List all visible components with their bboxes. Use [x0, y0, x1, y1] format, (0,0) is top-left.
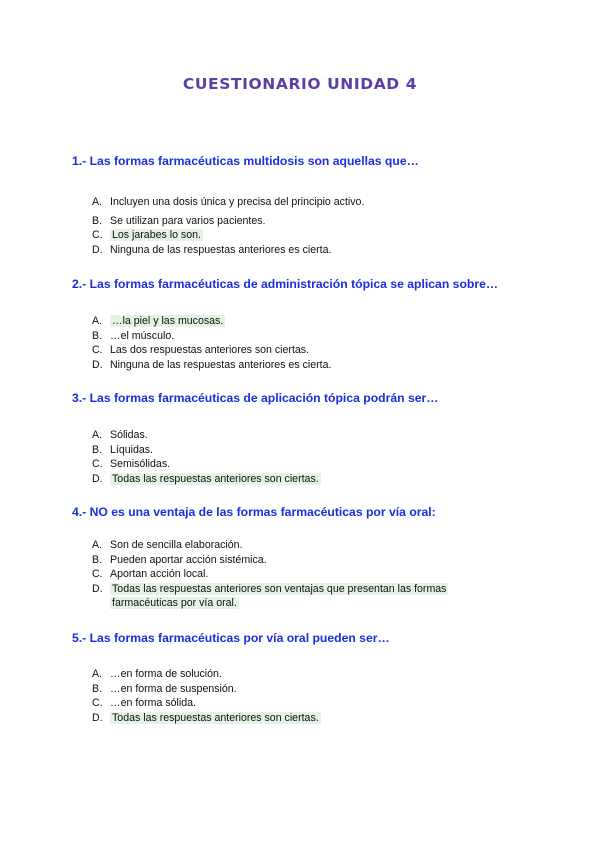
option-text: Ninguna de las respuestas anteriores es cierta.	[110, 358, 332, 371]
option-3b[interactable]: B. Líquidas.	[92, 443, 153, 456]
question-1-options	[92, 195, 364, 257]
option-text: Los jarabes lo son.	[112, 229, 201, 242]
option-text-continued: farmacéuticas por vía oral.	[112, 597, 237, 610]
option-5b[interactable]: B. …en forma de suspensión.	[92, 682, 237, 695]
option-text: …en forma de suspensión.	[110, 682, 237, 695]
option-text: Se utilizan para varios pacientes.	[110, 214, 266, 227]
option-1d[interactable]: D. Ninguna de las respuestas anteriores es cierta.	[92, 243, 332, 256]
option-text: …el músculo.	[110, 329, 175, 342]
question-5-options	[92, 667, 321, 725]
question-3: 3.- Las formas farmacéuticas de aplicación tópica podrán ser…	[72, 391, 439, 405]
option-text: Sólidas.	[110, 429, 148, 441]
option-1c[interactable]: C. Los jarabes lo son.	[92, 229, 201, 242]
option-text: Todas las respuestas anteriores son ciertas.	[112, 472, 319, 485]
option-text: Aportan acción local.	[110, 568, 209, 581]
option-text: …en forma de solución.	[110, 668, 222, 680]
option-5c[interactable]: C. …en forma sólida.	[92, 697, 196, 710]
option-2a[interactable]: A. …la piel y las mucosas.	[92, 315, 224, 327]
option-text: Incluyen una dosis única y precisa del principio activo.	[110, 196, 365, 208]
question-4: 4.- NO es una ventaja de las formas farmacéuticas por vía oral:	[72, 505, 436, 519]
option-text: Todas las respuestas anteriores son ventajas que presentan las formas	[112, 582, 447, 595]
option-5a[interactable]: A. …en forma de solución.	[92, 668, 222, 680]
option-text: Ninguna de las respuestas anteriores es cierta.	[110, 243, 332, 256]
option-text: …la piel y las mucosas.	[112, 315, 224, 327]
option-3d[interactable]: D. Todas las respuestas anteriores son ciertas.	[92, 472, 319, 485]
option-2c[interactable]: C. Las dos respuestas anteriores son ciertas.	[92, 344, 310, 357]
option-4a[interactable]: A. Son de sencilla elaboración.	[92, 539, 243, 551]
option-text: Son de sencilla elaboración.	[110, 539, 243, 551]
option-2b[interactable]: B. …el músculo.	[92, 329, 175, 342]
question-2-options	[92, 314, 331, 372]
question-3-options	[92, 428, 321, 486]
option-3a[interactable]: A. Sólidas.	[92, 429, 148, 441]
option-text: …en forma sólida.	[110, 697, 196, 710]
option-3c[interactable]: C. Semisólidas.	[92, 458, 171, 471]
option-text: Las dos respuestas anteriores son ciertas.	[110, 344, 310, 357]
page-title: CUESTIONARIO UNIDAD 4	[182, 75, 418, 93]
option-2d[interactable]: D. Ninguna de las respuestas anteriores es cierta.	[92, 358, 332, 371]
question-5: 5.- Las formas farmacéuticas por vía oral pueden ser…	[72, 631, 390, 645]
option-1a[interactable]: A. Incluyen una dosis única y precisa del principio activo.	[92, 196, 365, 208]
option-1b[interactable]: B. Se utilizan para varios pacientes.	[92, 214, 266, 227]
option-4b[interactable]: B. Pueden aportar acción sistémica.	[92, 553, 267, 566]
option-5d[interactable]: D. Todas las respuestas anteriores son ciertas.	[92, 711, 319, 724]
option-text: Semisólidas.	[110, 458, 171, 471]
option-text: Líquidas.	[110, 443, 153, 456]
option-4c[interactable]: C. Aportan acción local.	[92, 568, 209, 581]
question-1: 1.- Las formas farmacéuticas multidosis son aquellas que…	[72, 154, 419, 168]
option-4d[interactable]: D. Todas las respuestas anteriores son ventajas que presentan las formas farmacéuticas por vía oral.	[92, 582, 447, 610]
question-2: 2.- Las formas farmacéuticas de administración tópica se aplican sobre…	[72, 277, 499, 291]
question-4-options	[92, 538, 448, 611]
option-text: Todas las respuestas anteriores son ciertas.	[112, 711, 319, 724]
option-text: Pueden aportar acción sistémica.	[110, 553, 267, 566]
